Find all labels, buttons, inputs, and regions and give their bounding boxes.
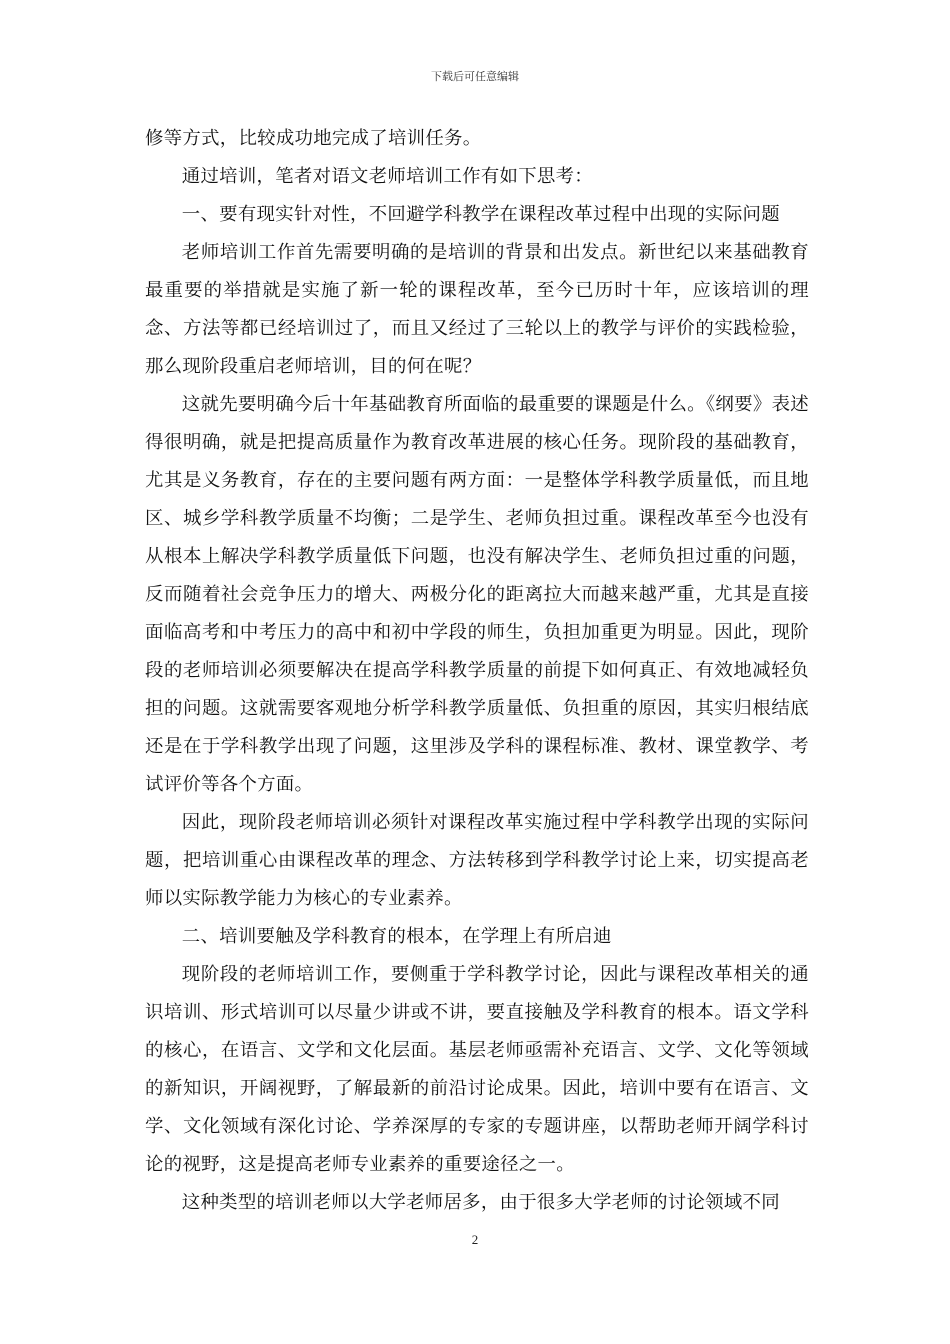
- paragraph-5: 因此，现阶段老师培训必须针对课程改革实施过程中学科教学出现的实际问题，把培训重心由课程改革的理念、方法转移到学科教学讨论上来，切实提高老师以实际教学能力为核心的专业素养。: [145, 812, 809, 909]
- section-heading-2: 二、培训要触及学科教育的根本，在学理上有所启迪: [181, 926, 612, 947]
- paragraph-6: 现阶段的老师培训工作，要侧重于学科教学讨论，因此与课程改革相关的通识培训、形式培训可以尽量少讲或不讲，要直接触及学科教育的根本。语文学科的核心，在语言、文学和文化层面。基层老师亟需补充语言、文学、文化等领域的新知识，开阔视野，了解最新的前沿讨论成果。因此，培训中要有在语言、文学、文化领域有深化讨论、学养深厚的专家的专题讲座，以帮助老师开阔学科讨论的视野，这是提高老师专业素养的重要途径之一。: [145, 964, 809, 1175]
- page-number: 2: [471, 1232, 479, 1247]
- paragraph-1: 修等方式，比较成功地完成了培训任务。: [145, 128, 482, 149]
- paragraph-4: 这就先要明确今后十年基础教育所面临的最重要的课题是什么。《纲要》表述得很明确，就是把提高质量作为教育改革进展的核心任务。现阶段的基础教育，尤其是义务教育，存在的主要问题有两方面：一是整体学科教学质量低，而且地区、城乡学科教学质量不均衡；二是学生、老师负担过重。课程改革至今也没有从根本上解决学科教学质量低下问题，也没有解决学生、老师负担过重的问题，反而随着社会竞争压力的增大、两极分化的距离拉大而越来越严重，尤其是直接面临高考和中考压力的高中和初中学段的师生，负担加重更为明显。因此，现阶段的老师培训必须要解决在提高学科教学质量的前提下如何真正、有效地减轻负担的问题。这就需要客观地分析学科教学质量低、负担重的原因，其实归根结底还是在于学科教学出现了问题，这里涉及学科的课程标准、教材、课堂教学、考试评价等各个方面。: [145, 394, 809, 795]
- paragraph-2: 通过培训，笔者对语文老师培训工作有如下思考：: [181, 166, 593, 187]
- page-header: 下载后可任意编辑: [431, 70, 519, 83]
- document-body: [145, 120, 809, 1222]
- section-heading-1: 一、要有现实针对性，不回避学科教学在课程改革过程中出现的实际问题: [181, 204, 780, 225]
- paragraph-3: 老师培训工作首先需要明确的是培训的背景和出发点。新世纪以来基础教育最重要的举措就是实施了新一轮的课程改革，至今已历时十年，应该培训的理念、方法等都已经培训过了，而且又经过了三轮以上的教学与评价的实践检验，那么现阶段重启老师培训，目的何在呢？: [145, 242, 809, 377]
- paragraph-7: 这种类型的培训老师以大学老师居多，由于很多大学老师的讨论领域不同: [181, 1192, 780, 1213]
